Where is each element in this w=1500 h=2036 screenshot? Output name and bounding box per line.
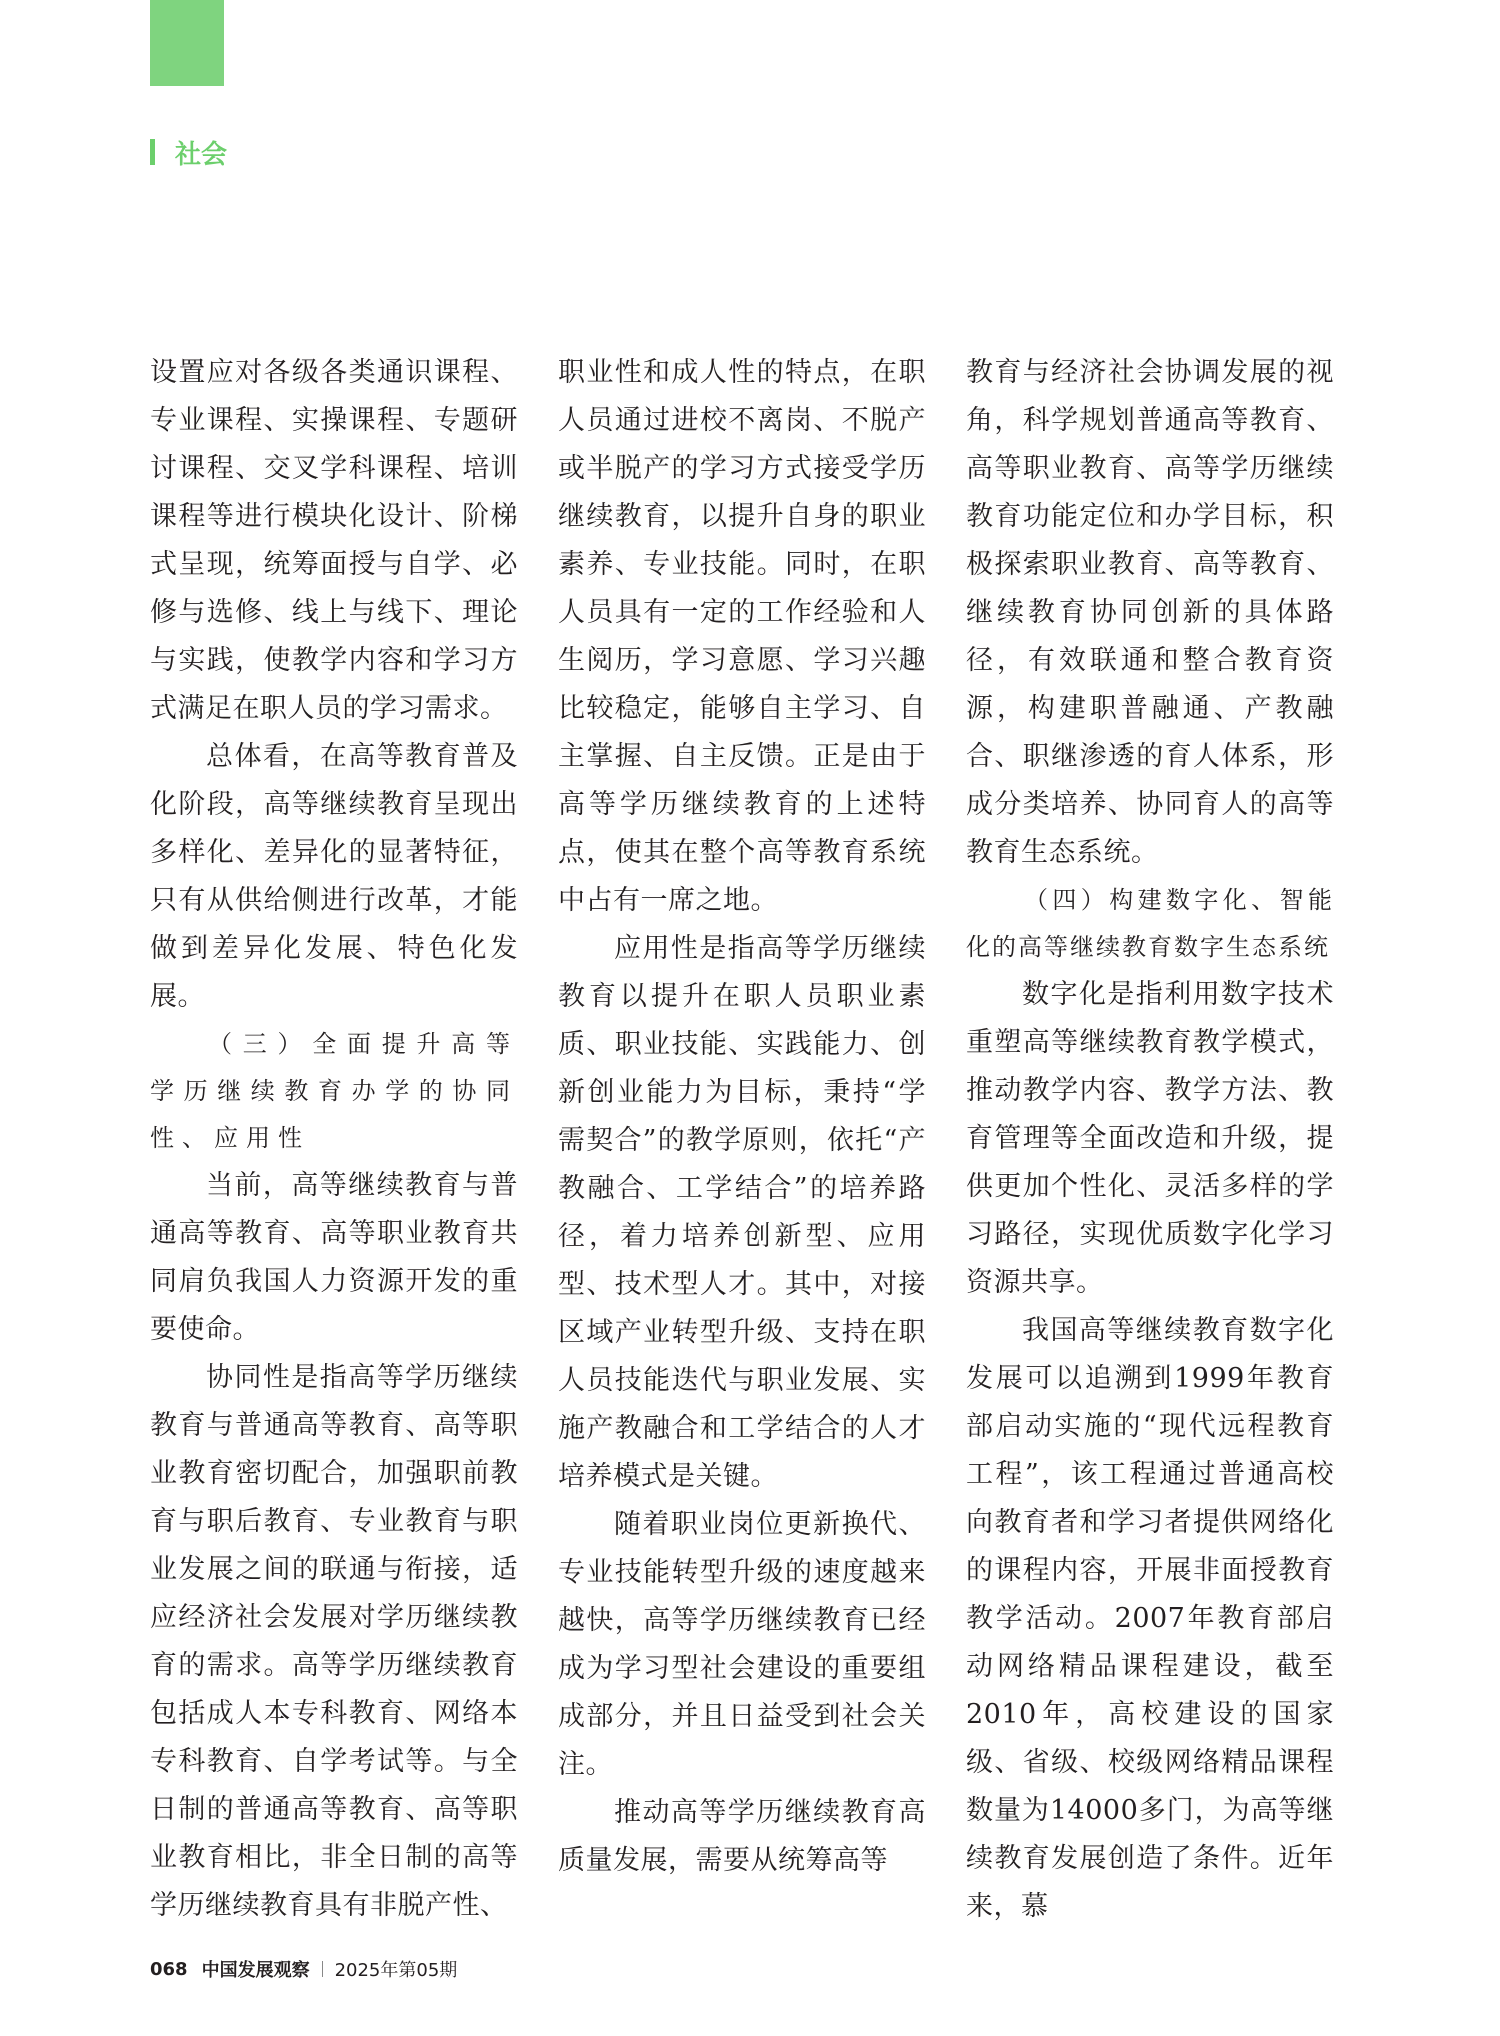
page-footer xyxy=(150,1956,457,1982)
paragraph: 设置应对各级各类通识课程、专业课程、实操课程、专题研讨课程、交叉学科课程、培训课程等进行模块化设计、阶梯式呈现，统筹面授与自学、必修与选修、线上与线下、理论与实践，使教学内容和学习方式满足在职人员的学习需求。 xyxy=(150,357,518,724)
text-column-1 xyxy=(150,349,518,1930)
paragraph: 职业性和成人性的特点，在职人员通过进校不离岗、不脱产或半脱产的学习方式接受学历继续教育，以提升自身的职业素养、专业技能。同时，在职人员具有一定的工作经验和人生阅历，学习意愿、学习兴趣比较稳定，能够自主学习、自主掌握、自主反馈。正是由于高等学历继续教育的上述特点，使其在整个高等教育系统中占有一席之地。 xyxy=(558,357,926,916)
page-number: 068 xyxy=(150,1958,188,1980)
paragraph: 协同性是指高等学历继续教育与普通高等教育、高等职业教育密切配合，加强职前教育与职后教育、专业教育与职业发展之间的联通与衔接，适应经济社会发展对学历继续教育的需求。高等学历继续教育包括成人本专科教育、网络本专科教育、自学考试等。与全日制的普通高等教育、高等职业教育相比，非全日制的高等学历继续教育具有非脱产性、 xyxy=(150,1362,518,1921)
section-heading: （四）构建数字化、智能化的高等继续教育数字生态系统 xyxy=(966,886,1334,961)
section-heading: （三）全面提升高等学历继续教育办学的协同性、应用性 xyxy=(150,1030,518,1152)
paragraph: 当前，高等继续教育与普通高等教育、高等职业教育共同肩负我国人力资源开发的重要使命。 xyxy=(150,1170,518,1345)
paragraph: 应用性是指高等学历继续教育以提升在职人员职业素质、职业技能、实践能力、创新创业能力为目标，秉持“学需契合”的教学原则，依托“产教融合、工学结合”的培养路径，着力培养创新型、应用型、技术型人才。其中，对接区域产业转型升级、支持在职人员技能迭代与职业发展、实施产教融合和工学结合的人才培养模式是关键。 xyxy=(558,933,926,1492)
text-column-3 xyxy=(966,349,1334,1931)
issue-label: 2025年第05期 xyxy=(334,1960,458,1981)
text-column-2 xyxy=(558,349,926,1885)
paragraph: 随着职业岗位更新换代、专业技能转型升级的速度越来越快，高等学历继续教育已经成为学习型社会建设的重要组成部分，并且日益受到社会关注。 xyxy=(558,1509,926,1780)
section-title: 社会 xyxy=(175,139,228,170)
paragraph: 教育与经济社会协调发展的视角，科学规划普通高等教育、高等职业教育、高等学历继续教育功能定位和办学目标，积极探索职业教育、高等教育、继续教育协同创新的具体路径，有效联通和整合教育资源，构建职普融通、产教融合、职继渗透的育人体系，形成分类培养、协同育人的高等教育生态系统。 xyxy=(966,357,1334,868)
paragraph: 推动高等学历继续教育高质量发展，需要从统筹高等 xyxy=(558,1797,926,1876)
paragraph: 我国高等继续教育数字化发展可以追溯到1999年教育部启动实施的“现代远程教育工程”，该工程通过普通高校向教育者和学习者提供网络化的课程内容，开展非面授教育教学活动。2007年教育部启动网络精品课程建设，截至2010年，高校建设的国家级、省级、校级网络精品课程数量为14000多门，为高等继续教育发展创造了条件。近年来，慕 xyxy=(966,1315,1334,1922)
magazine-name: 中国发展观察 xyxy=(201,1960,310,1981)
section-tab-block xyxy=(150,0,224,86)
paragraph: 数字化是指利用数字技术重塑高等继续教育教学模式，推动教学内容、教学方法、教育管理等全面改造和升级，提供更加个性化、灵活多样的学习路径，实现优质数字化学习资源共享。 xyxy=(966,979,1334,1298)
footer-divider xyxy=(322,1961,323,1977)
section-bar xyxy=(150,139,155,165)
section-label xyxy=(150,136,227,168)
paragraph: 总体看，在高等教育普及化阶段，高等继续教育呈现出多样化、差异化的显著特征，只有从供给侧进行改革，才能做到差异化发展、特色化发展。 xyxy=(150,741,518,1012)
